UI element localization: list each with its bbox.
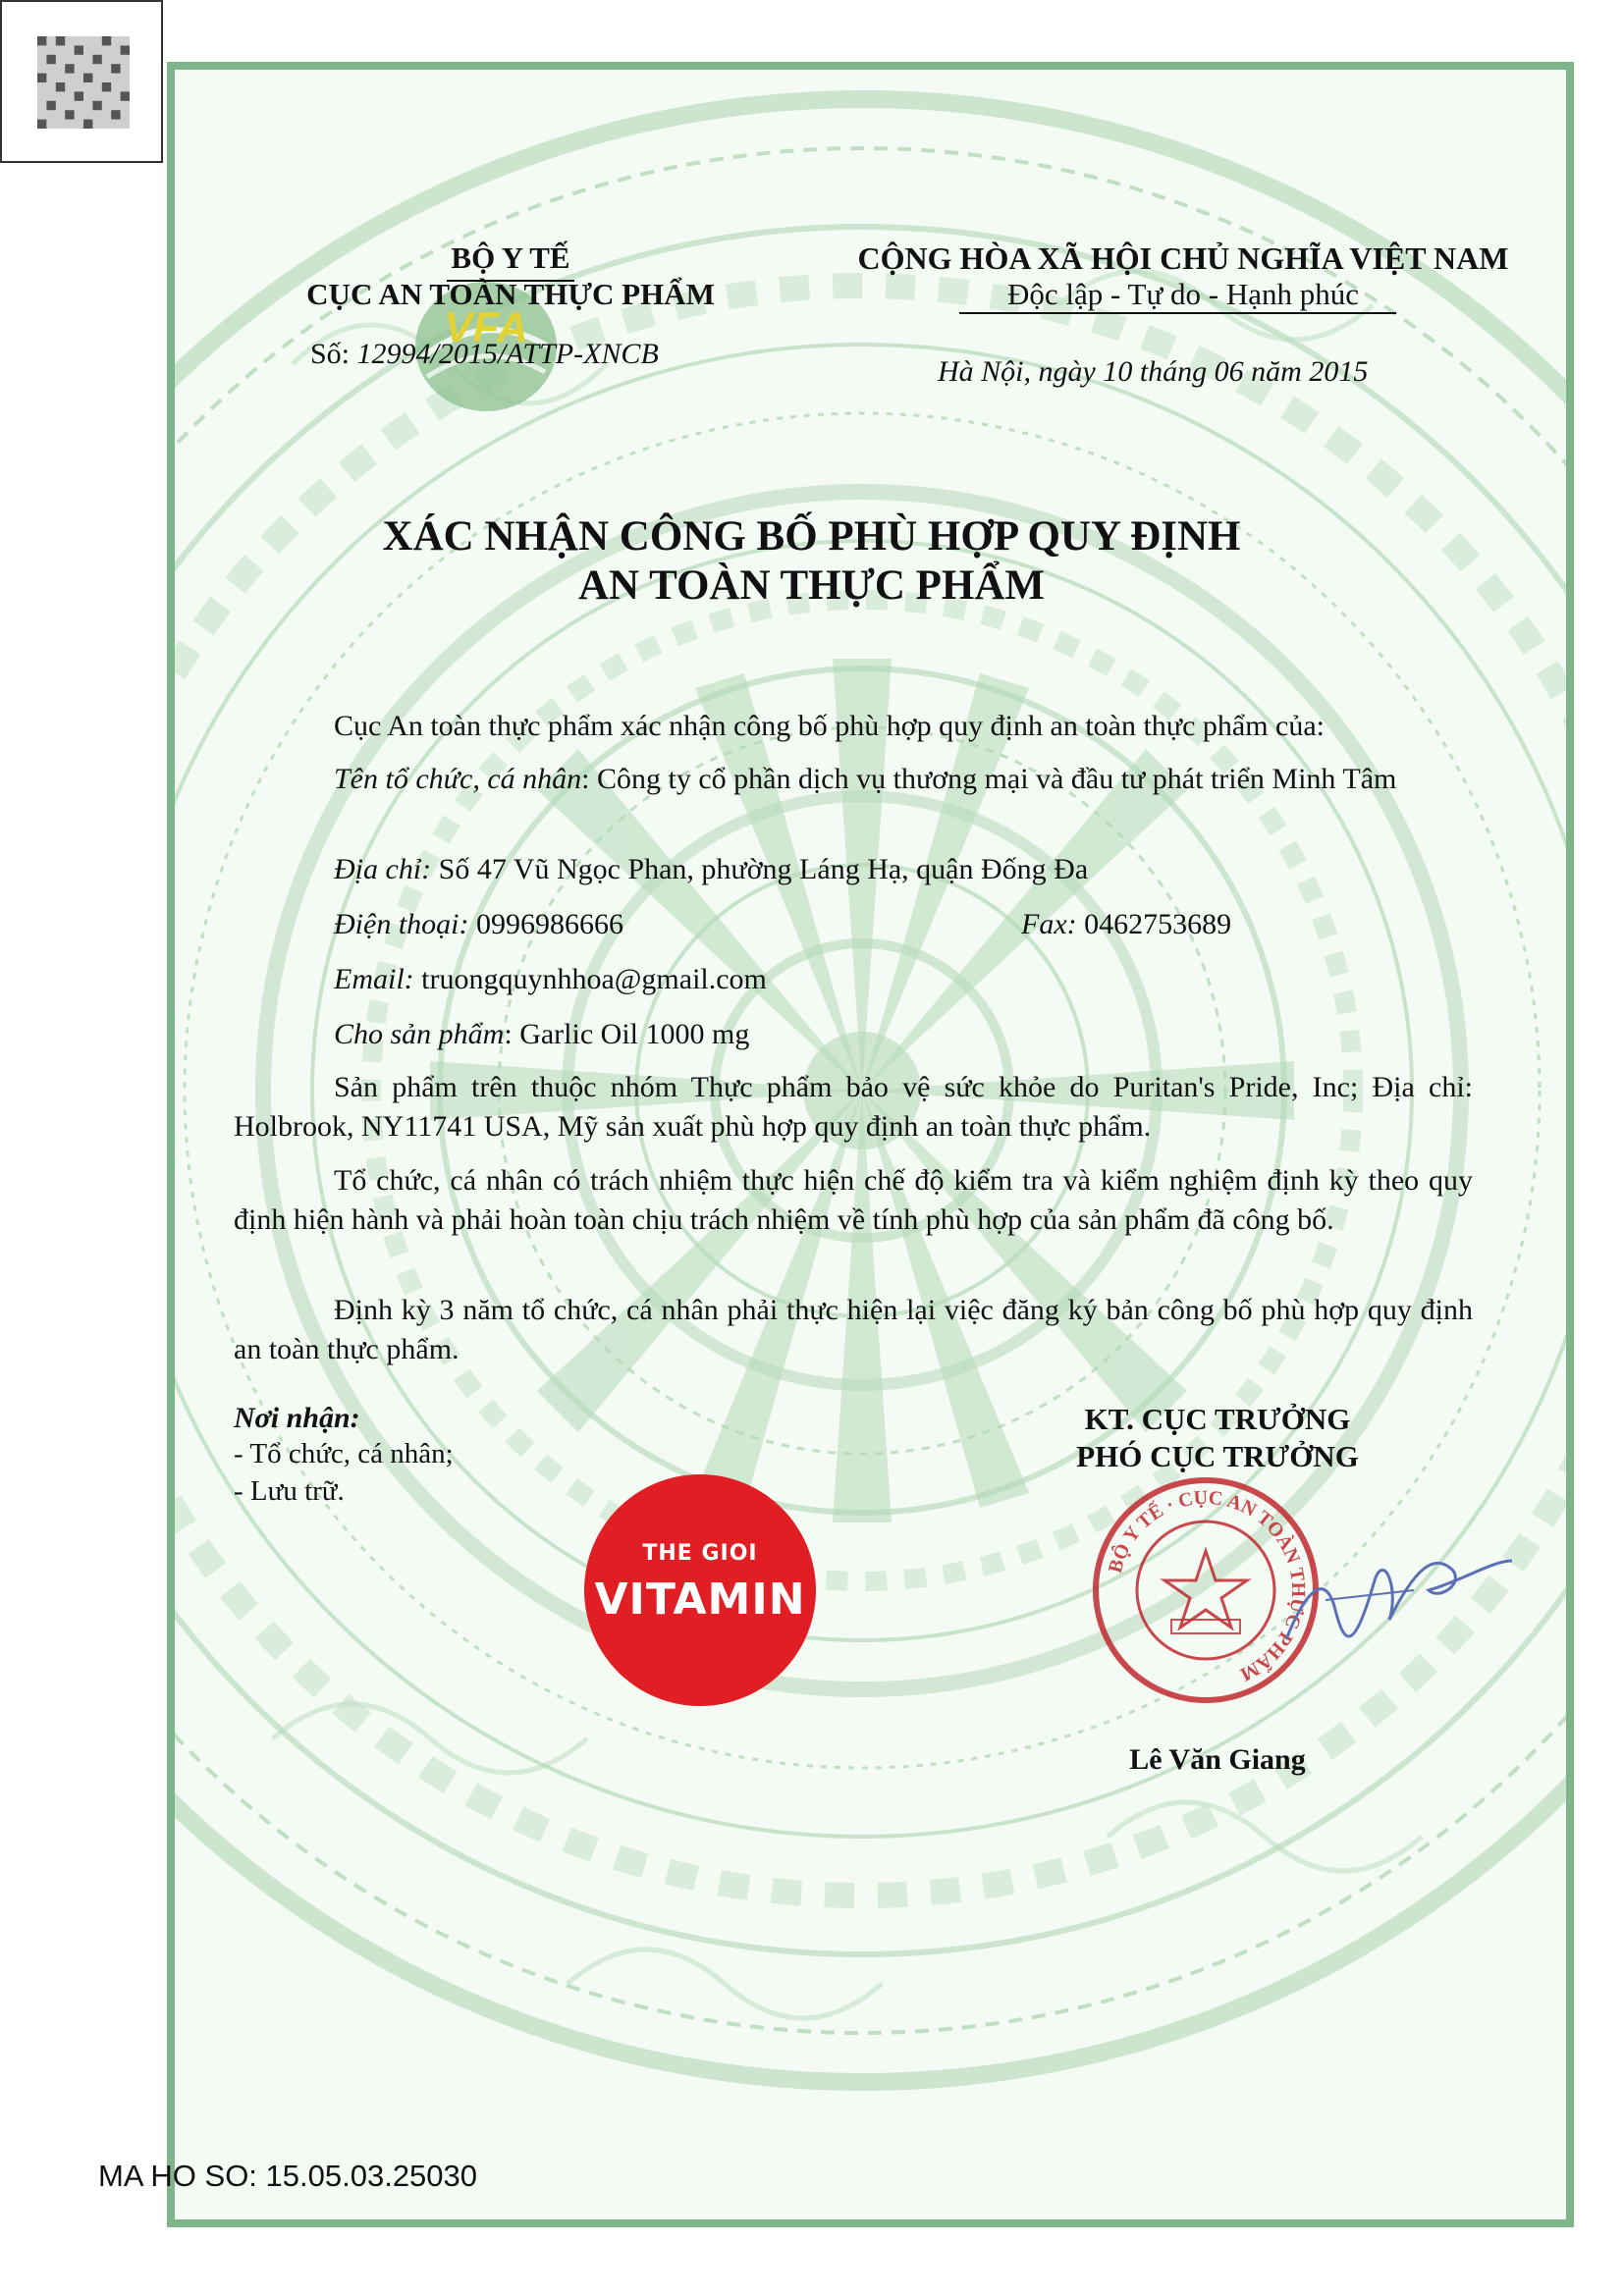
motto-underline	[959, 312, 1396, 314]
phone	[334, 905, 623, 944]
number-value: 12994/2015/ATTP-XNCB	[356, 338, 659, 370]
fax-value: 0462753689	[1084, 908, 1232, 940]
qr-code-icon	[37, 36, 130, 129]
email-value: truongquynhhoa@gmail.com	[421, 963, 767, 995]
ministry-name: BỘ Y TẾ	[451, 240, 570, 275]
department-name: CỤC AN TOÀN THỰC PHẨM	[306, 277, 715, 311]
fax	[1021, 905, 1231, 944]
paragraph-renewal: Định kỳ 3 năm tổ chức, cá nhân phải thực hiện lại việc đăng ký bản công bố phù hợp quy định an toàn thực phẩm.	[234, 1294, 1473, 1365]
handwritten-signature	[1267, 1531, 1522, 1659]
number-label: Số:	[310, 338, 351, 370]
recipient-item-1: - Tổ chức, cá nhân;	[234, 1438, 454, 1469]
intro-text: Cục An toàn thực phẩm xác nhận công bố phù hợp quy định an toàn thực phẩm của:	[334, 710, 1325, 742]
organization	[234, 760, 1473, 799]
badge-line1: THE GIOI	[642, 1541, 758, 1566]
org-value: : Công ty cổ phần dịch vụ thương mại và đầu tư phát triển Minh Tâm	[581, 763, 1397, 795]
recipients-label: Nơi nhận:	[234, 1402, 360, 1434]
org-label: Tên tổ chức, cá nhân	[334, 763, 582, 795]
signature-title-2: PHÓ CỤC TRƯỞNG	[1076, 1439, 1359, 1473]
paragraph-manufacturer: Sản phẩm trên thuộc nhóm Thực phẩm bảo vệ sức khỏe do Puritan's Pride, Inc; Địa chỉ: Holbrook, NY11741 USA, Mỹ sản xuất phù hợp quy định an toàn thực phẩm.	[234, 1071, 1473, 1143]
badge-line2: VITAMIN	[594, 1575, 806, 1625]
phone-label: Điện thoại:	[334, 908, 469, 940]
paragraph-responsibility: Tổ chức, cá nhân có trách nhiệm thực hiện chế độ kiểm tra và kiểm nghiệm định kỳ theo quy định hiện hành và phải hoàn toàn chịu trách nhiệm về tính phù hợp của sản phẩm đã công bố.	[234, 1164, 1473, 1236]
address-value: Số 47 Vũ Ngọc Phan, phường Láng Hạ, quận Đống Đa	[438, 853, 1089, 885]
vfa-logo-text: VFA	[444, 303, 528, 351]
document-title-line1: XÁC NHẬN CÔNG BỐ PHÙ HỢP QUY ĐỊNH	[382, 513, 1241, 560]
document-title-line2: AN TOÀN THỰC PHẨM	[577, 562, 1045, 609]
product	[334, 1015, 749, 1054]
place-date: Hà Nội, ngày 10 tháng 06 năm 2015	[938, 355, 1369, 388]
address	[334, 850, 1088, 889]
product-value: : Garlic Oil 1000 mg	[504, 1018, 750, 1050]
fax-label: Fax:	[1021, 908, 1077, 940]
national-motto: Độc lập - Tự do - Hạnh phúc	[1007, 277, 1359, 311]
qr-code-frame	[0, 0, 163, 163]
email-label: Email:	[334, 963, 414, 995]
vitamin-badge	[584, 1474, 816, 1706]
address-label: Địa chỉ:	[334, 853, 432, 885]
seal-text: BỘ Y TẾ · CỤC AN TOÀN THỰC PHẨM	[1104, 1486, 1310, 1685]
record-code: MA HO SO: 15.05.03.25030	[98, 2159, 478, 2193]
document-number	[310, 338, 659, 371]
product-label: Cho sản phẩm	[334, 1018, 505, 1050]
email	[334, 960, 767, 999]
phone-value: 0996986666	[475, 908, 623, 940]
country-name: CỘNG HÒA XÃ HỘI CHỦ NGHĨA VIỆT NAM	[857, 240, 1509, 276]
signature-title-1: KT. CỤC TRƯỞNG	[1084, 1402, 1351, 1436]
recipient-item-2: - Lưu trữ.	[234, 1475, 345, 1507]
signer-name: Lê Văn Giang	[1129, 1743, 1306, 1776]
